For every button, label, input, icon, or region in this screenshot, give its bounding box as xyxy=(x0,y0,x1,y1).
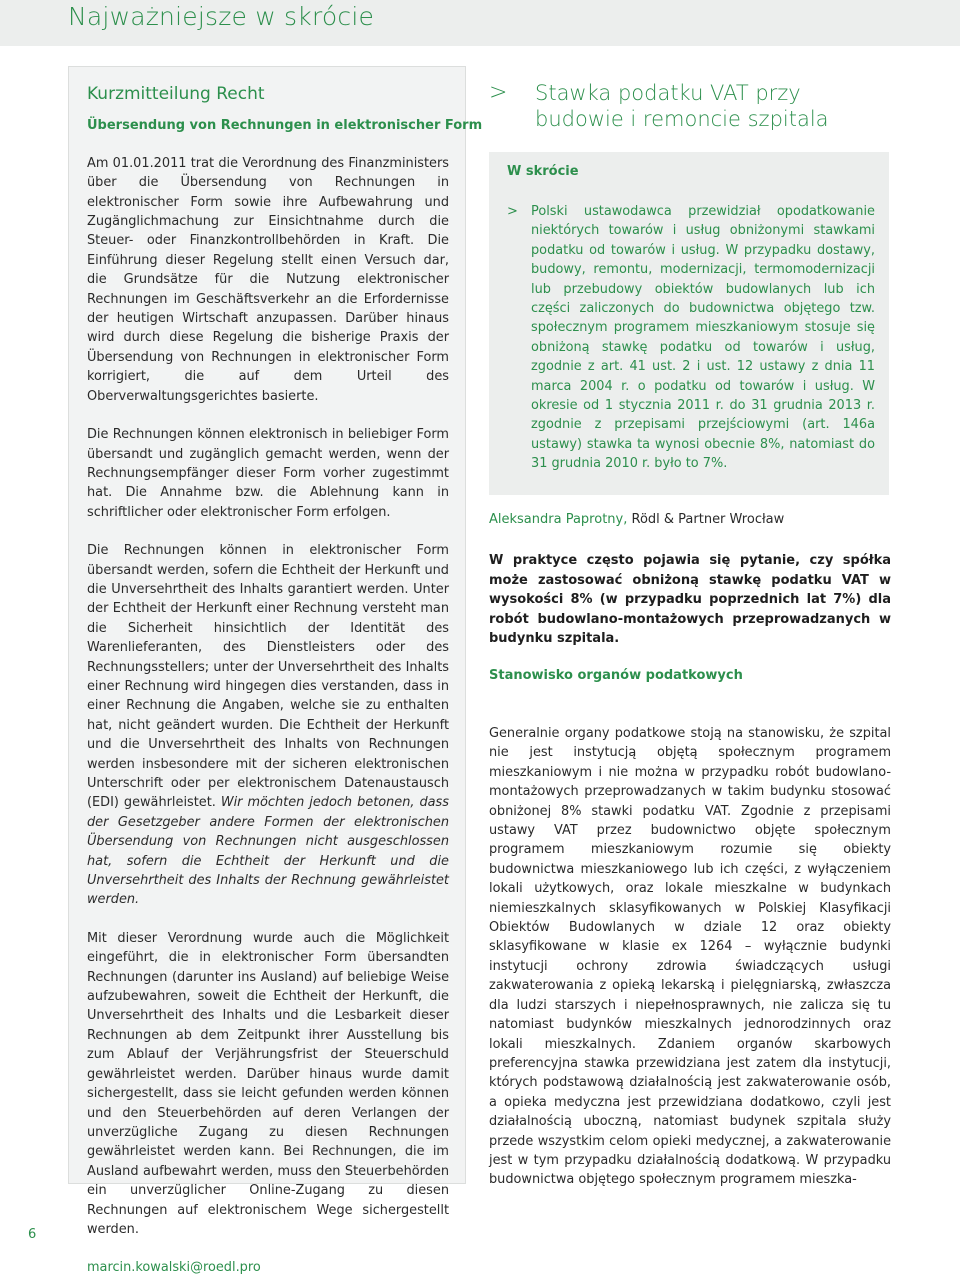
info-box-subtitle: Übersendung von Rechnungen in elektronischer Form xyxy=(87,118,483,134)
paragraph-1: Am 01.01.2011 trat die Verordnung des Finanzministers über die Übersendung von Rechnungen in elektronischer Form sowie ihre Aufbewahrung und Zugänglichmachung zur Einsichtnahme durch die Steuer- oder Finanzkontrollbehörden in Kraft. Die Einführung dieser Regelung stellt einen Versuch dar, die Grundsätze für die Nutzung elektronischer Rechnungen im Geschäftsverkehr an die Erfordernisse der heutigen Wirtschaft anzupassen. Darüber hinaus wird durch diese Regelung die bisherige Praxis der Übersendung von Rechnungen in elektronischer Form korrigiert, die auf dem Urteil des Oberverwaltungsgerichtes basierte. xyxy=(87,155,449,404)
summary-marker: > xyxy=(507,204,518,219)
email-link[interactable]: marcin.kowalski@roedl.pro xyxy=(87,1260,261,1276)
paragraph-4: Mit dieser Verordnung wurde auch die Möglichkeit eingeführt, die in elektronischer Form übersandten Rechnungen (darunter ins Ausland) auf beliebige Weise aufzubewahren, soweit die Echtheit der Herkunft, die Unversehrtheit des Inhalts und die Lesbarkeit dieser Rechnungen ab dem Zeitpunkt ihrer Ausstellung bis zum Ablauf der Verjährungsfrist der Steuerschuld gewährleistet werden. Darüber hinaus wurde damit sichergestellt, dass sie leicht gefunden werden können und den Steuerbehörden auf deren Verlangen der unverzügliche Zugang zu diesen Rechnungen gewährleistet werden kann. Bei Rechnungen, die im Ausland aufbewahrt werden, muss den Steuerbehörden ein unverzüglicher Online-Zugang zu diesen Rechnungen auf elektronischem Wege sichergestellt werden. xyxy=(87,930,449,1237)
paragraph-3-italic: Wir möchten jedoch betonen, dass der Gesetzgeber andere Formen der elektronischen Übersendung von Rechnungen nicht ausgeschlossen hat, sofern die Echtheit der Herkunft und die Unversehrtheit des Inhalts der Rechnung gewährleistet werden. xyxy=(87,795,449,908)
article-body: Generalnie organy podatkowe stoją na stanowisku, że szpital nie jest instytucją objętą społecznym programem mieszkaniowym i nie można w przypadku robót budowlano-montażowych przeprowadzanych w takim budynku stosować obniżonej 8% stawki podatku VAT. Zgodnie z przepisami ustawy VAT przez budownictwo objęte społecznym programem mieszkaniowym rozumie się obiekty budownictwa mieszkaniowego lub ich części, z wyłączeniem lokali użytkowych, oraz lokale mieszkalne w budynkach niemieszkalnych sklasyfikowanych w Polskiej Klasyfikacji Obiektów Budowlanych w dziale 12 oraz obiekty sklasyfikowane w klasie ex 1264 – wyłącznie budynki instytucji ochrony zdrowia świadczących usługi zakwaterowania z opieką lekarską i pielęgniarską, zwłaszcza dla ludzi starszych i niepełnosprawnych, nie zalicza się tu natomiast budynków mieszkalnych jednorodzinnych oraz lokali mieszkalnych. Zdaniem organów skarbowych preferencyjna stawka przewidziana jest zatem dla instytucji, których podstawową działalnością jest zakwaterowanie osób, a opieka medyczna jest przewidziana dodatkowo, czyli jest działalnością uboczną, natomiast budynek szpitala służy przede wszystkim celom opieki medycznej, a zakwaterowanie jest w tym przypadku działalnością dodatkową. W przypadku budownictwa objętego społecznym programem mieszka- xyxy=(489,726,891,1188)
author-firm: Rödl & Partner Wrocław xyxy=(627,512,785,527)
article-title: Stawka podatku VAT przy budowie i remoncie szpitala xyxy=(535,81,829,131)
info-box-content xyxy=(87,84,483,1278)
author-name: Aleksandra Paprotny, xyxy=(489,512,628,527)
info-box-title: Kurzmitteilung Recht xyxy=(87,84,265,104)
page-title: Najważniejsze w skrócie xyxy=(68,2,375,31)
article-title-row xyxy=(489,80,891,136)
paragraph-3 xyxy=(87,541,449,910)
page-number: 6 xyxy=(28,1227,37,1242)
lead-paragraph: W praktyce często pojawia się pytanie, czy spółka może zastosować obniżoną stawkę podatku VAT w wysokości 8% (w przypadku poprzednich lat 7%) dla robót budowlano-montażowych przeprowadzanych w budynku szpitala. xyxy=(489,553,891,647)
summary-box xyxy=(489,152,889,495)
article-header xyxy=(489,80,891,136)
section-heading: Stanowisko organów podatkowych xyxy=(489,668,743,683)
info-box-recht xyxy=(68,66,483,1276)
paragraph-2: Die Rechnungen können elektronisch in beliebiger Form übersandt und zugänglich gemacht werden, wenn der Rechnungsempfänger dieser Form vorher zugestimmt hat. Die Annahme bzw. die Ablehnung kann in schriftlicher oder elektronischer Form erfolgen. xyxy=(87,427,449,520)
summary-heading: W skrócie xyxy=(507,164,579,179)
title-marker: > xyxy=(489,80,508,105)
author-line xyxy=(489,512,784,527)
paragraph-3-text: Die Rechnungen können in elektronischer Form übersandt werden, sofern die Echtheit der Herkunft und die Unversehrtheit des Inhalts garantiert werden. Unter der Echtheit der Herkunft einer Rechnung versteht man die Sicherheit hinsichtlich der Identität des Warenlieferanten, des Dienstleisters oder des Rechnungsstellers; unter der Unversehrtheit des Inhalts einer Rechnung wird hingegen dies verstanden, dass in einer Rechnung die Angaben, welche sie zu enthalten hat, nicht geändert wurden. Die Echtheit der Herkunft und die Unversehrtheit des Inhalts von Rechnungen werden insbesondere mit der sicheren elektronischen Unterschrift oder per elektronischem Datenaustausch (EDI) gewährleistet. xyxy=(87,543,449,811)
summary-text: Polski ustawodawca przewidział opodatkowanie niektórych towarów i usług obniżonymi stawkami podatku od towarów i usług. W przypadku dostawy, budowy, remontu, modernizacji, termomodernizacji lub przebudowy obiektów budowlanych lub ich części zaliczonych do budownictwa objętego tzw. społecznym programem mieszkaniowym stosuje się obniżoną stawkę podatku od towarów i usług, zgodnie z art. 41 ust. 2 i ust. 12 ustawy z dnia 11 marca 2004 r. o podatku od towarów i usług. W okresie od 1 stycznia 2011 r. do 31 grudnia 2013 r. zgodnie z przepisami przejściowymi (art. 146a ustawy) stawka ta wynosi obecnie 8%, natomiast do 31 grudnia 2010 r. było to 7%. xyxy=(531,204,875,472)
